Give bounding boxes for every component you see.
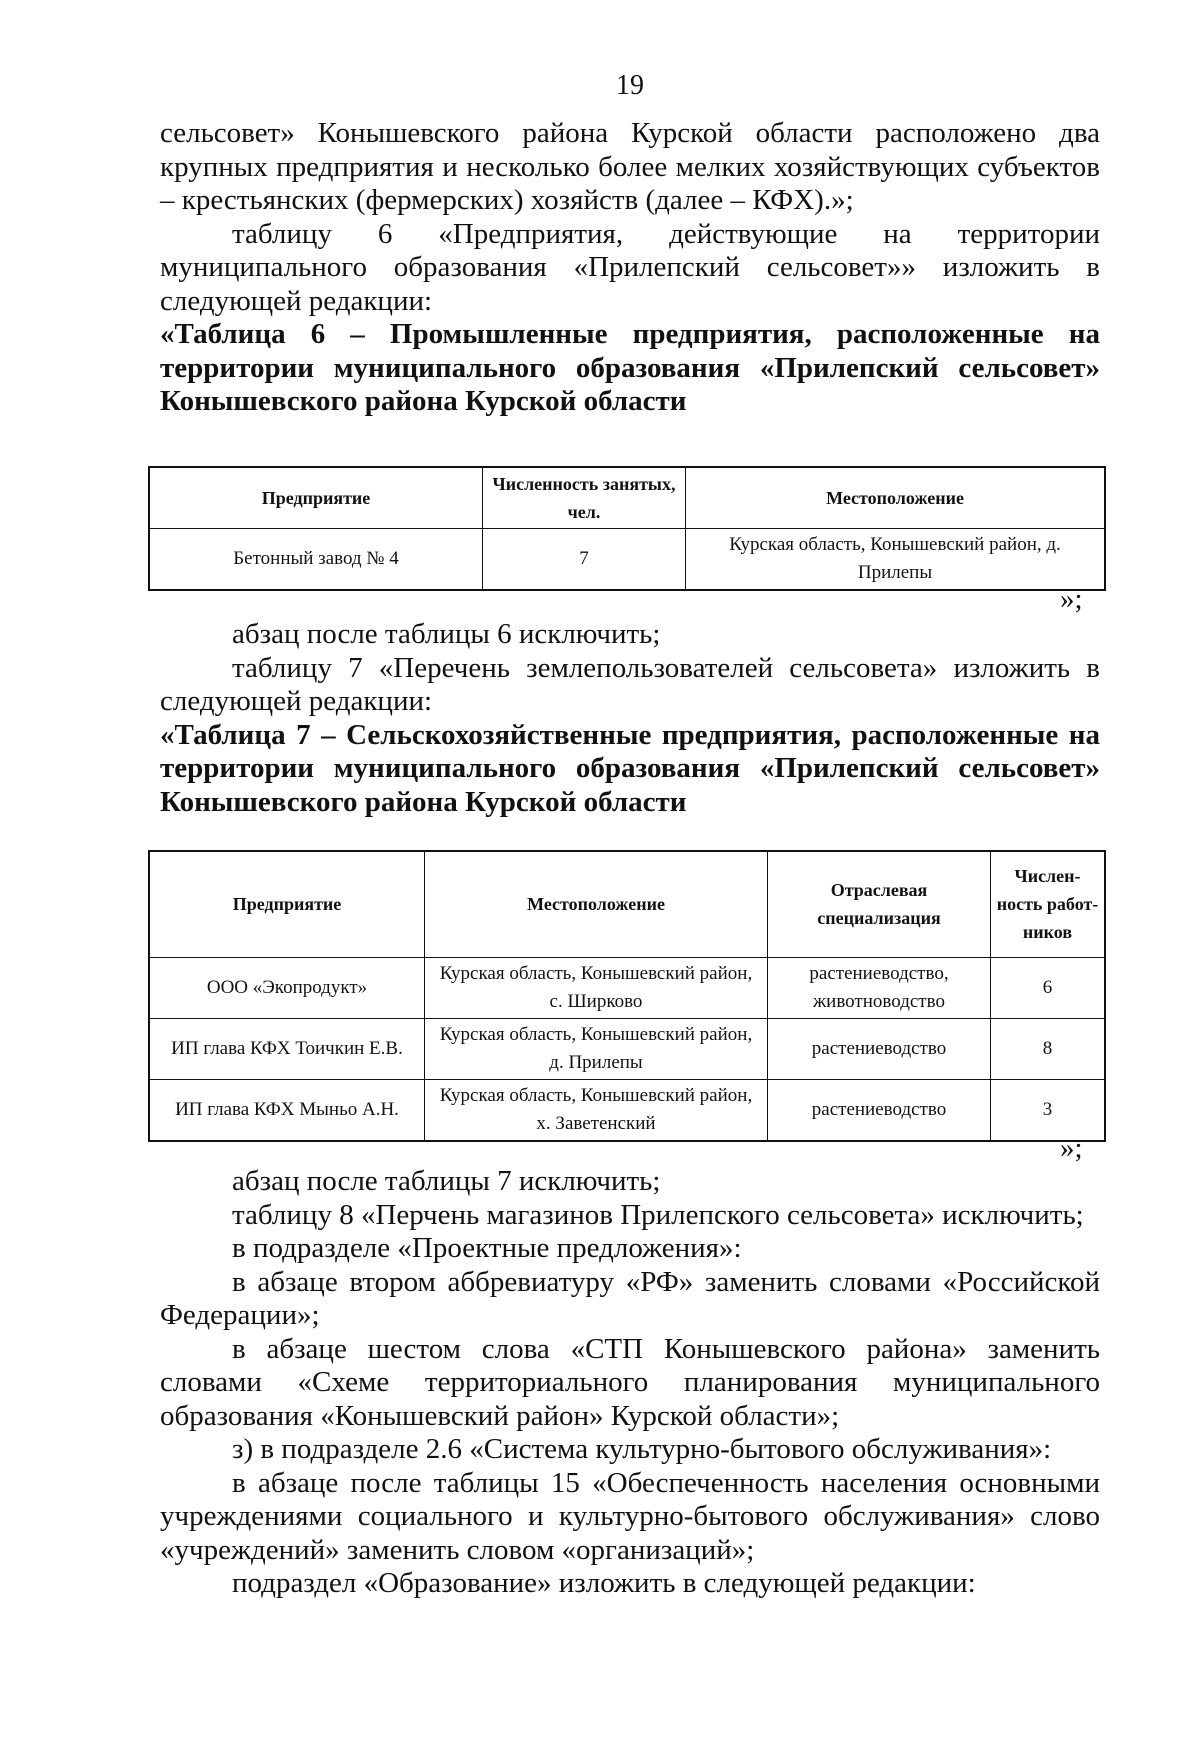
header-cell: Предприятие	[149, 851, 425, 957]
header-cell: Местоположение	[425, 851, 768, 957]
paragraph: з) в подразделе 2.6 «Система культурно-бытового обслуживания»:	[232, 1433, 1052, 1465]
paragraph: таблицу 7 «Перечень землепользователей сельсовета» изложить в следующей редакции:	[160, 651, 1100, 717]
paragraph: в абзаце шестом слова «СТП Конышевского района» заменить словами «Схеме территориального планирования муниципального образования «Конышевский район» Курской области»;	[160, 1332, 1100, 1432]
table-6	[148, 466, 1106, 591]
paragraph: сельсовет» Конышевского района Курской области расположено два крупных предприятия и несколько более мелких хозяйствующих субъектов – крестьянских (фермерских) хозяйств (далее – КФХ).»;	[160, 117, 1100, 216]
table-cell: ИП глава КФХ Тоичкин Е.В.	[149, 1018, 425, 1079]
table-cell: растениеводство	[768, 1079, 991, 1141]
paragraph: таблицу 8 «Перчень магазинов Прилепского сельсовета» исключить;	[232, 1198, 1084, 1231]
table-cell: растениеводство, животноводство	[768, 957, 991, 1018]
text-block-1	[160, 117, 1100, 419]
table-cell: 3	[991, 1079, 1106, 1141]
table-row	[149, 529, 1105, 591]
paragraph: в подразделе «Проектные предложения»:	[232, 1232, 742, 1264]
paragraph: подраздел «Образование» изложить в следующей редакции:	[232, 1567, 976, 1599]
table-cell: Курская область, Конышевский район, х. Заветенский	[425, 1079, 768, 1141]
table-cell: 6	[991, 957, 1106, 1018]
table-6-caption: «Таблица 6 – Промышленные предприятия, расположенные на территории муниципального образования «Прилепский сельсовет» Конышевского района Курской области	[160, 318, 1100, 417]
header-cell: Численность занятых, чел.	[483, 467, 686, 529]
paragraph: таблицу 6 «Предприятия, действующие на территории муниципального образования «Прилепский сельсовет»» изложить в следующей редакции:	[160, 217, 1100, 317]
table-cell: 8	[991, 1018, 1106, 1079]
table-cell: Курская область, Конышевский район, с. Ширково	[425, 957, 768, 1018]
header-cell: Предприятие	[149, 467, 483, 529]
page-number: 19	[616, 70, 644, 101]
table-row	[149, 1079, 1105, 1141]
table-cell: растениеводство	[768, 1018, 991, 1079]
header-cell: Местоположение	[686, 467, 1106, 529]
table-cell: Бетонный завод № 4	[149, 529, 483, 591]
table-cell: 7	[483, 529, 686, 591]
table-7-closing-quote: »;	[1060, 1132, 1083, 1164]
paragraph: абзац после таблицы 6 исключить;	[232, 618, 661, 650]
text-block-2	[160, 618, 1100, 819]
table-cell: Курская область, Конышевский район, д. Прилепы	[686, 529, 1106, 591]
table-7-caption: «Таблица 7 – Сельскохозяйственные предприятия, расположенные на территории муниципального образования «Прилепский сельсовет» Конышевского района Курской области	[160, 718, 1100, 818]
header-cell: Числен-ность работ-ников	[991, 851, 1106, 957]
table-cell: ООО «Экопродукт»	[149, 957, 425, 1018]
table-7	[148, 850, 1106, 1142]
table-header-row	[149, 467, 1105, 529]
table-6-closing-quote: »;	[1060, 583, 1083, 615]
paragraph: в абзаце после таблицы 15 «Обеспеченность населения основными учреждениями социального и культурно-бытового обслуживания» слово «учреждений» заменить словом «организаций»;	[160, 1466, 1100, 1566]
table-cell: Курская область, Конышевский район, д. Прилепы	[425, 1018, 768, 1079]
paragraph: абзац после таблицы 7 исключить;	[232, 1165, 661, 1197]
table-header-row	[149, 851, 1105, 957]
table-cell: ИП глава КФХ Мыньо А.Н.	[149, 1079, 425, 1141]
text-block-3	[160, 1165, 1100, 1601]
table-row	[149, 1018, 1105, 1079]
table-row	[149, 957, 1105, 1018]
paragraph: в абзаце втором аббревиатуру «РФ» заменить словами «Российской Федерации»;	[160, 1265, 1100, 1331]
header-cell: Отраслевая специализация	[768, 851, 991, 957]
